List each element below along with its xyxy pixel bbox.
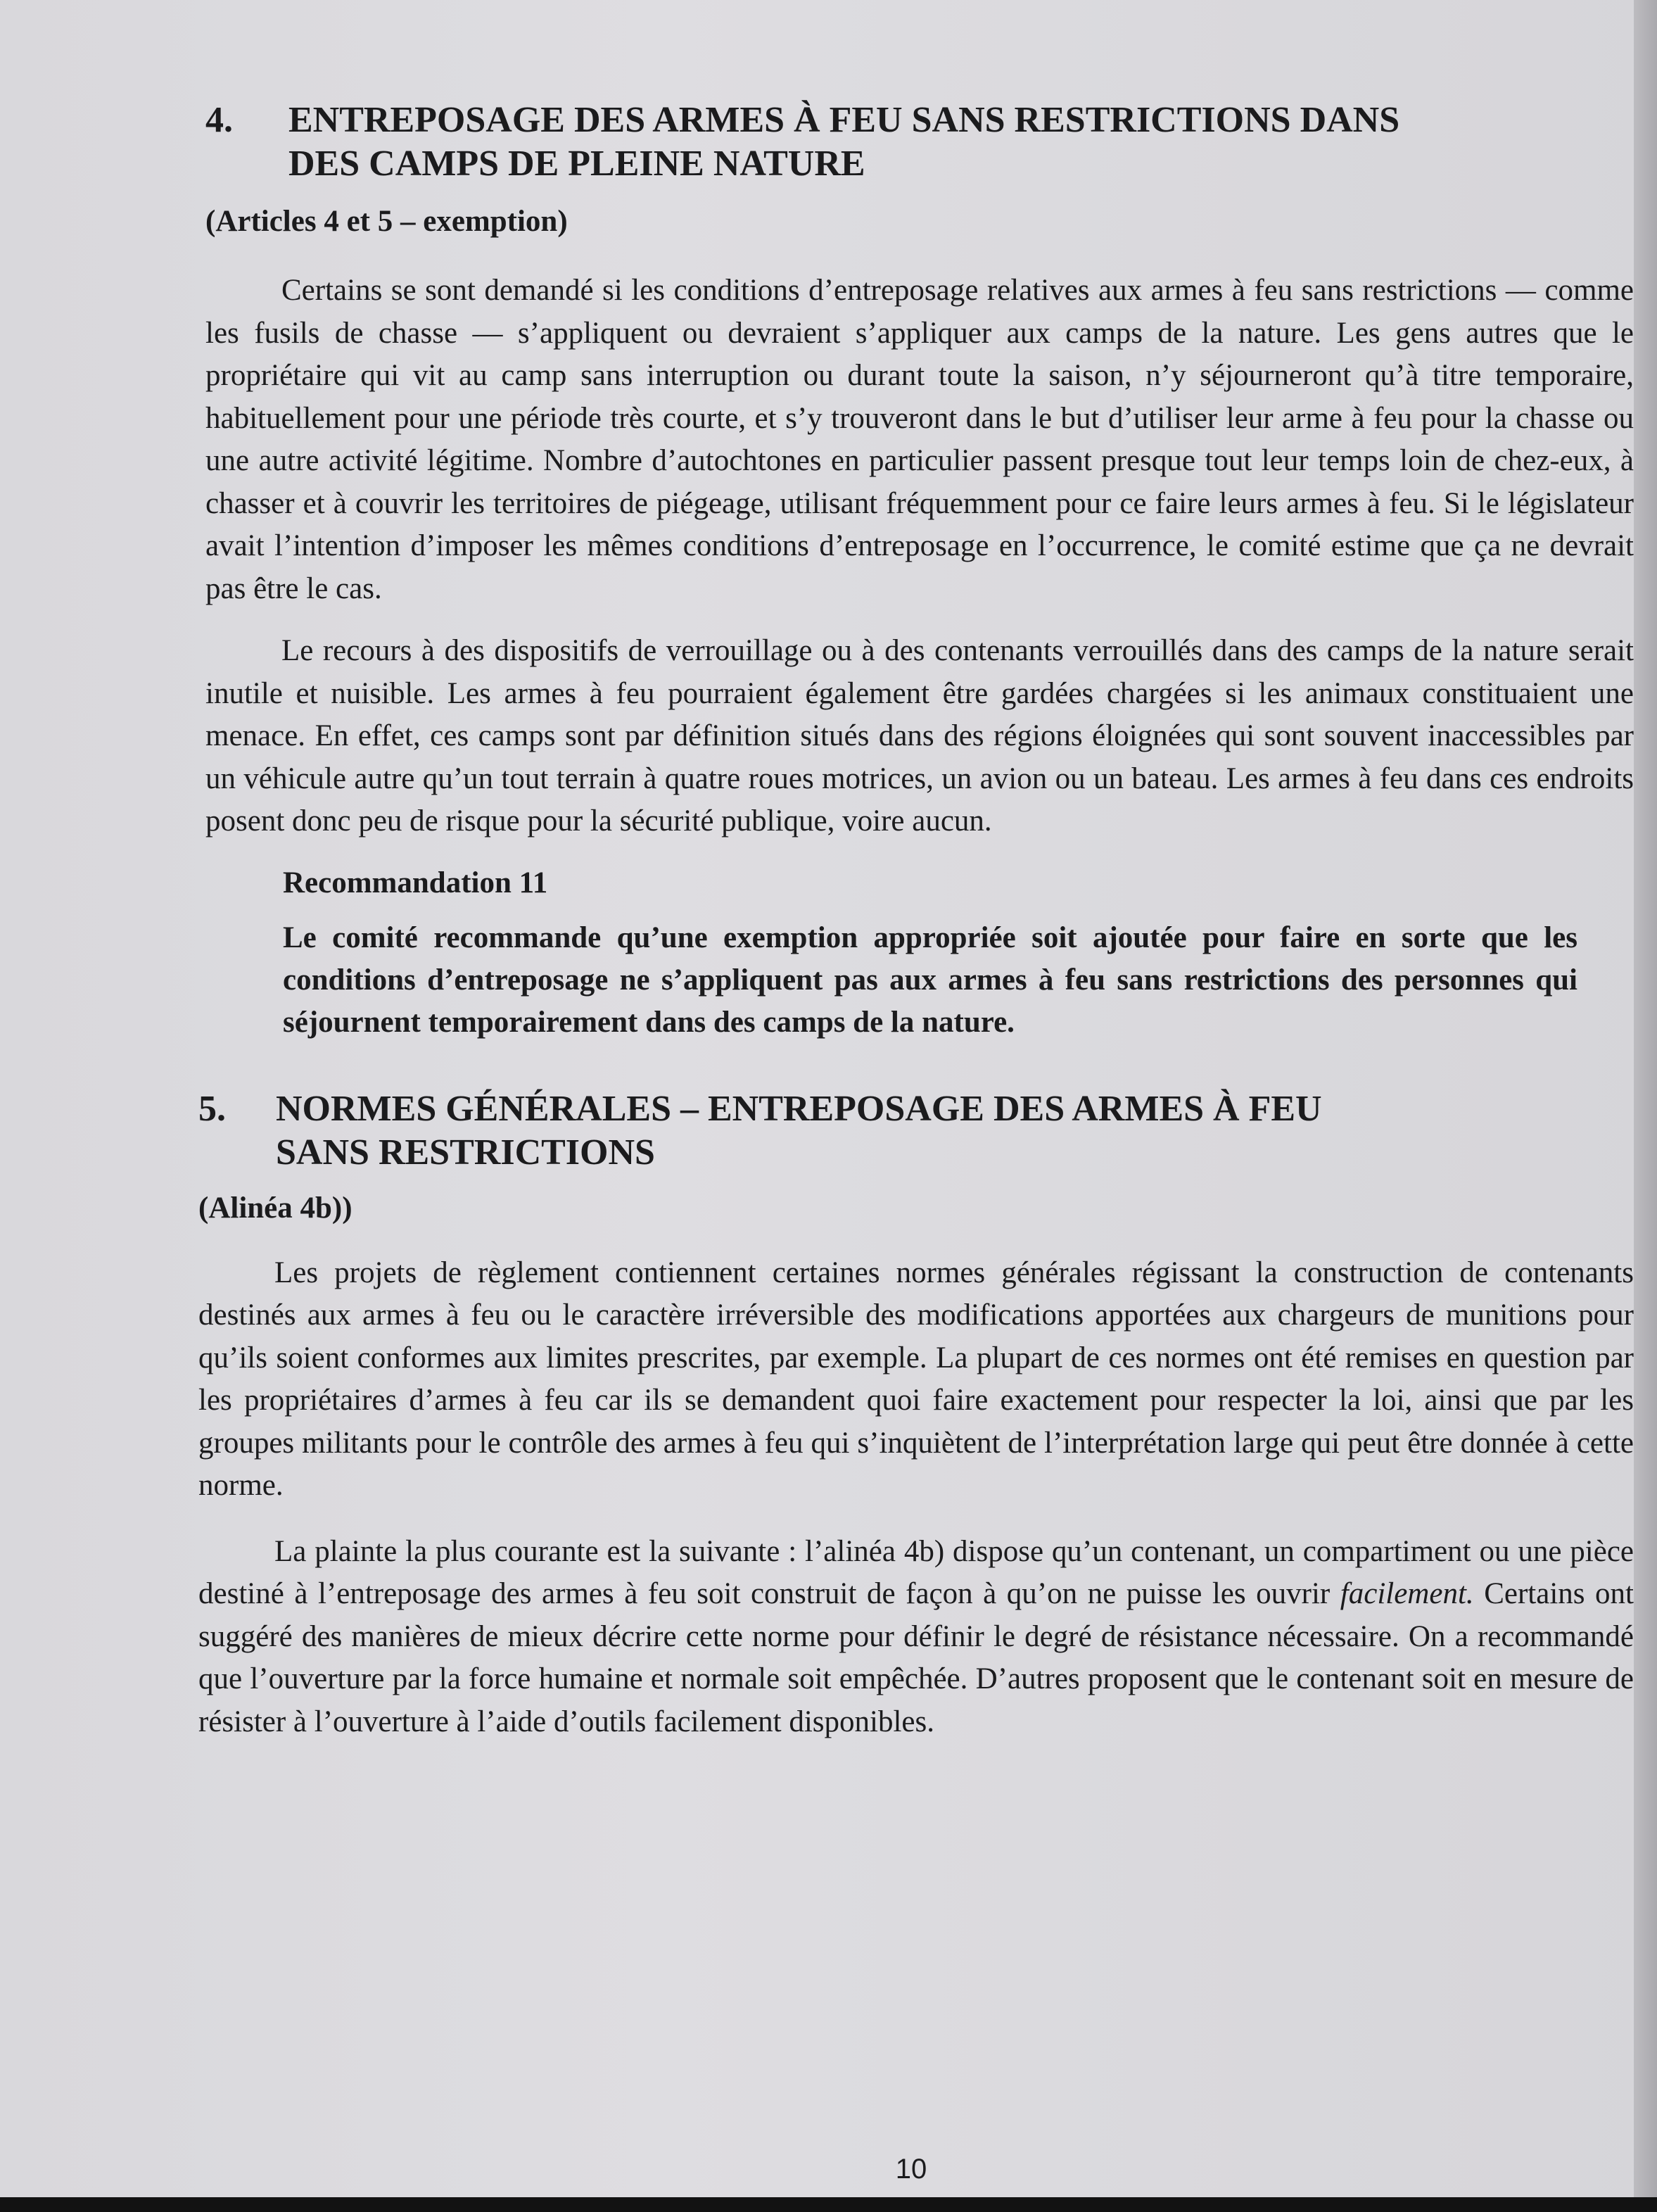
section-4-heading-line1: ENTREPOSAGE DES ARMES À FEU SANS RESTRICTIONS DANS: [288, 100, 1400, 140]
section-5-paragraph-2-end: Certains ont suggéré des manières de mieux décrire cette norme pour définir le degré de résistance nécessaire. On a recommandé que l’ouverture par la force humaine et normale soit empêchée. D’autres proposent que le contenant soit en mesure de résister à l’ouverture à l’aide d’outils facilement disponibles.: [198, 1577, 1634, 1738]
document-body: [198, 99, 1634, 1743]
section-5: [198, 1087, 1634, 1744]
section-5-subheading: (Alinéa 4b)): [198, 1191, 353, 1225]
section-5-heading-line1: NORMES GÉNÉRALES – ENTREPOSAGE DES ARMES À FEU: [276, 1088, 1322, 1129]
section-5-number: 5.: [198, 1088, 226, 1129]
section-5-heading-line2: SANS RESTRICTIONS: [276, 1132, 655, 1173]
emphasis-facilement: facilement.: [1340, 1577, 1474, 1610]
page-edge-right: [1634, 0, 1657, 2197]
section-5-paragraph-2-start: La plainte la plus courante est la suivante : l’alinéa 4b) dispose qu’un contenant, un compartiment ou une pièce destiné à l’entreposage des armes à feu soit construit de façon à qu’on ne puisse les ouvrir: [198, 1534, 1634, 1610]
section-4-heading-line2: DES CAMPS DE PLEINE NATURE: [288, 144, 865, 184]
section-4-subheading: (Articles 4 et 5 – exemption): [205, 205, 568, 238]
page-number: 10: [895, 2154, 927, 2185]
section-5-paragraph-2: [198, 1531, 1634, 1744]
page-edge-bottom: [0, 2197, 1657, 2212]
section-4-heading: [205, 99, 1634, 186]
section-4-paragraph-1: Certains se sont demandé si les conditions d’entreposage relatives aux armes à feu sans restrictions — comme les fusils de chasse — s’appliquent ou devraient s’appliquer aux camps de la nature. Les gens autres que le propriétaire qui vit au camp sans interruption ou durant toute la saison, n’y séjourneront qu’à titre temporaire, habituellement pour une période très courte, et s’y trouveront dans le but d’utiliser leur arme à feu pour la chasse ou une autre activité légitime. Nombre d’autochtones en particulier passent presque tout leur temps loin de chez-eux, à chasser et à couvrir les territoires de piégeage, utilisant fréquemment pour ce faire leurs armes à feu. Si le législateur avait l’intention d’imposer les mêmes conditions d’entreposage en l’occurrence, le comité estime que ça ne devrait pas être le cas.: [205, 274, 1634, 605]
section-4-number: 4.: [205, 100, 233, 140]
section-4: [205, 99, 1634, 1044]
section-5-heading: [198, 1087, 1634, 1175]
recommendation-11-text: Le comité recommande qu’une exemption appropriée soit ajoutée pour faire en sorte que les conditions d’entreposage ne s’appliquent pas aux armes à feu sans restrictions des personnes qui séjournent temporairement dans des camps de la nature.: [283, 921, 1577, 1039]
recommendation-11-title: Recommandation 11: [283, 866, 548, 899]
section-4-paragraph-2: Le recours à des dispositifs de verrouillage ou à des contenants verrouillés dans des camps de la nature serait inutile et nuisible. Les armes à feu pourraient également être gardées chargées si les animaux constituaient une menace. En effet, ces camps sont par définition situés dans des régions éloignées qui sont souvent inaccessibles par un véhicule autre qu’un tout terrain à quatre roues motrices, un avion ou un bateau. Les armes à feu dans ces endroits posent donc peu de risque pour la sécurité publique, voire aucun.: [205, 634, 1634, 838]
section-5-paragraph-1: Les projets de règlement contiennent certaines normes générales régissant la construction de contenants destinés aux armes à feu ou le caractère irréversible des modifications apportées aux chargeurs de munitions pour qu’ils soient conformes aux limites prescrites, par exemple. La plupart de ces normes ont été remises en question par les propriétaires d’armes à feu car ils se demandent quoi faire exactement pour respecter la loi, ainsi que par les groupes militants pour le contrôle des armes à feu qui s’inquiètent de l’interprétation large qui peut être donnée à cette norme.: [198, 1256, 1634, 1502]
